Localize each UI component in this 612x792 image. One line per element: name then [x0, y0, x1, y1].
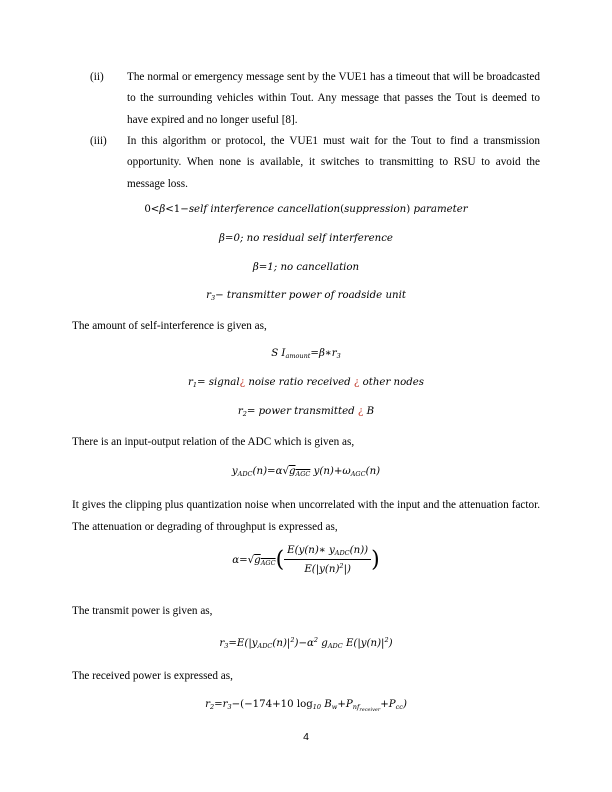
- paren-close: ): [371, 547, 380, 573]
- list-item-number: (ii): [90, 71, 104, 83]
- fraction: $\frac{E(y(n)∗ y_{ADC}(n))}{E(|y(n)^2|)}$: [284, 545, 371, 575]
- equation-adc: $y_{ADC}(n)=\alpha√g_{AGC}$ $y(n)+\omega_{AGC}(n)$: [231, 466, 381, 478]
- equation-r1: $r_1=$ signal¿ noise ratio received ¿ other nodes: [187, 377, 425, 389]
- paragraph-self-interference: The amount of self-interference is given as,: [72, 320, 267, 332]
- list-item-text: The normal or emergency message sent by the VUE1 has a timeout that will be broadcasted to the surrounding vehicles within Tout. Any message that passes the Tout is deemed to have expired and no longer useful [8].: [127, 71, 540, 126]
- paragraph-clipping: It gives the clipping plus quantization noise when uncorrelated with the input and the attenuation factor. The attenuation or degrading of throughput is expressed as,: [72, 499, 540, 533]
- equation-beta-range: 0<β<1−self interference cancellation(suppression) parameter: [144, 204, 468, 215]
- equation-r2: $r_2=$ power transmitted ¿ B: [237, 406, 375, 418]
- paragraph-adc: There is an input-output relation of the ADC which is given as,: [72, 436, 355, 448]
- paren-open: (: [275, 547, 285, 573]
- equation-r3-definition: $r_3-$ transmitter power of roadside unit: [206, 290, 406, 302]
- paragraph-received: The received power is expressed as,: [72, 670, 233, 682]
- equation-r3: $r_3=E(|y_{ADC}(n)|^2)-\alpha^2$ $g_{ADC}$ $E(|y(n)|^2)$: [219, 636, 393, 650]
- page-number: 4: [303, 731, 309, 743]
- list-item-text: In this algorithm or protocol, the VUE1 must wait for the Tout to find a transmission opportunity. When none is available, it switches to transmitting to RSU to avoid the message loss.: [127, 135, 540, 190]
- equation-self-interference: S $I_{amount}=\beta∗r_3$: [271, 348, 341, 360]
- paragraph-transmit: The transmit power is given as,: [72, 605, 213, 617]
- equation-alpha: $\alpha=√g_{AGC}$( $\frac{E(y(n)∗ y_{ADC}(n))}{E(|y(n)^2|)}$ ): [232, 545, 380, 575]
- equation-beta-one: β=1; no cancellation: [252, 262, 360, 273]
- list-item-number: (iii): [90, 135, 107, 147]
- equation-beta-zero: β=0; no residual self interference: [219, 233, 393, 244]
- equation-received-power: $r_2=r_3-(-174+10$ $\log_{10} B_w+P_{nf_{receiver}}+P_{cc}$): [205, 699, 407, 713]
